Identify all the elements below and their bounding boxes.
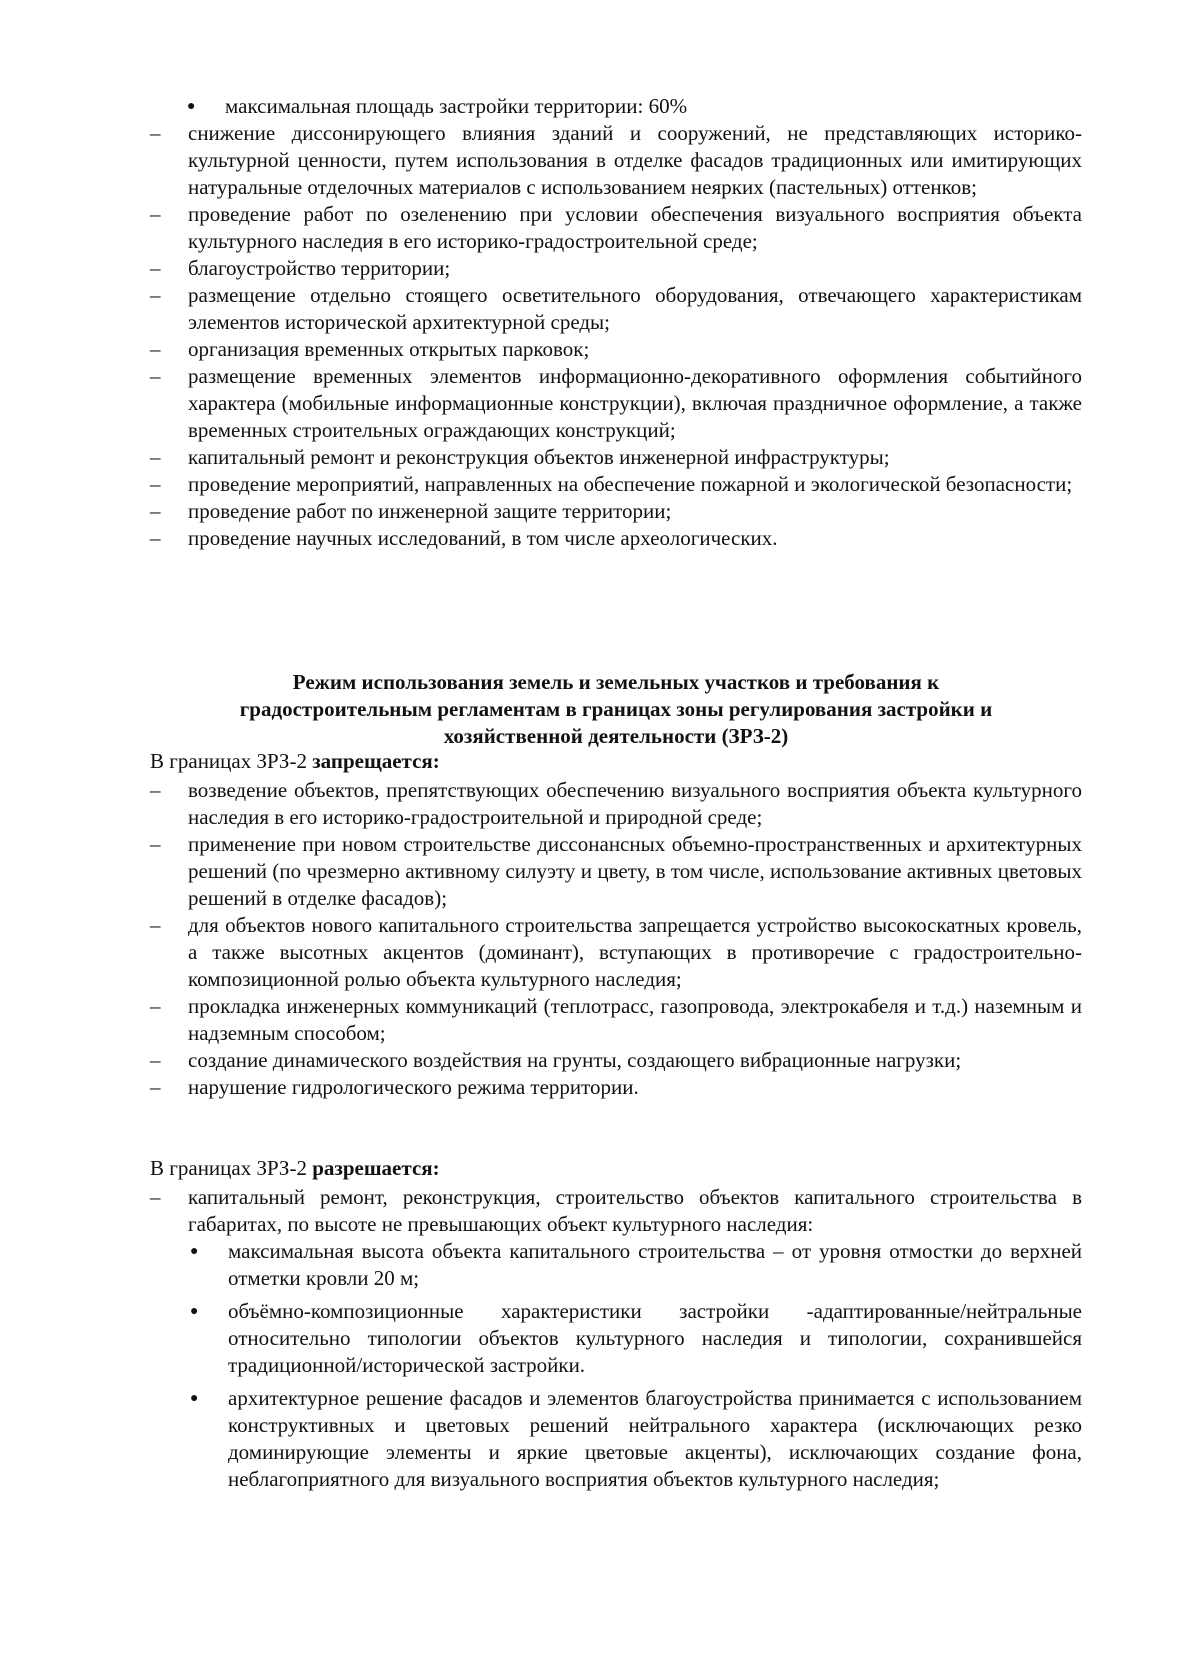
list-item-text: капитальный ремонт, реконструкция, строительство объектов капитального строительства в габаритах, по высоте не превышающих объект культурного наследия: (188, 1185, 1082, 1236)
list-item (150, 336, 1082, 363)
heading-line: Режим использования земель и земельных участков и требования к (292, 670, 940, 694)
dash-marker: – (150, 472, 161, 496)
dash-list (150, 777, 1082, 1101)
heading-line: градостроительным регламентам в границах зоны регулирования застройки и (239, 697, 993, 721)
list-item (150, 993, 1082, 1047)
dash-marker: – (150, 1185, 161, 1209)
bullet-marker: ● (190, 1304, 199, 1319)
list-item-text: для объектов нового капитального строительства запрещается устройство высокоскатных кровель, а также высотных акцентов (доминант), вступающих в противоречие с градостроительно-композиционной ролью объекта культурного наследия; (188, 913, 1082, 991)
dash-list (150, 1184, 1082, 1238)
list-item (150, 471, 1082, 498)
prohibited-intro (150, 748, 1082, 775)
list-item-text: архитектурное решение фасадов и элементов благоустройства принимается с использованием конструктивных и цветовых решений нейтрального характера (исключающих резко доминирующие элементы и яркие цветовые акценты), исключающих создание фона, неблагоприятного для визуального восприятия объектов культурного наследия; (228, 1386, 1082, 1491)
list-item (150, 1184, 1082, 1238)
allowed-list (150, 1184, 1082, 1499)
list-item (150, 525, 1082, 552)
allowed-works-list-continued (150, 93, 1082, 552)
list-item-text: размещение отдельно стоящего осветительного оборудования, отвечающего характеристикам элементов исторической архитектурной среды; (188, 283, 1082, 334)
list-item (150, 777, 1082, 831)
intro-bold-text: разрешается: (312, 1156, 440, 1180)
bullet-list (188, 1238, 1082, 1493)
list-item-text: капитальный ремонт и реконструкция объектов инженерной инфраструктуры; (188, 445, 890, 469)
intro-bold-text: запрещается: (312, 749, 440, 773)
list-item-text: организация временных открытых парковок; (188, 337, 590, 361)
dash-marker: – (150, 1048, 161, 1072)
dash-marker: – (150, 121, 161, 145)
list-item-text: снижение диссонирующего влияния зданий и сооружений, не представляющих историко-культурной ценности, путем использования в отделке фасадов традиционных или имитирующих натуральные отделочных материалов с использованием неярких (пастельных) оттенков; (188, 121, 1082, 199)
list-item-text: максимальная площадь застройки территории: 60% (225, 94, 688, 118)
list-item (150, 498, 1082, 525)
dash-marker: – (150, 832, 161, 856)
bullet-marker: ● (187, 99, 196, 114)
dash-marker: – (150, 913, 161, 937)
dash-marker: – (150, 994, 161, 1018)
allowed-intro (150, 1155, 1082, 1182)
list-item (150, 282, 1082, 336)
list-item-text: объёмно-композиционные характеристики застройки -адаптированные/нейтральные относительно типологии объектов культурного наследия и типологии, сохранившейся традиционной/исторической застройки. (228, 1299, 1082, 1377)
list-item-text: размещение временных элементов информационно-декоративного оформления событийного характера (мобильные информационные конструкции), включая праздничное оформление, а также временных строительных ограждающих конструкций; (188, 364, 1082, 442)
list-item-text: проведение работ по озеленению при условии обеспечения визуального восприятия объекта культурного наследия в его историко-градостроительной среде; (188, 202, 1082, 253)
dash-marker: – (150, 526, 161, 550)
list-item-text: благоустройство территории; (188, 256, 451, 280)
list-item (150, 1047, 1082, 1074)
dash-marker: – (150, 337, 161, 361)
bullet-marker: ● (190, 1391, 199, 1406)
list-item (150, 255, 1082, 282)
prohibited-list (150, 777, 1082, 1101)
dash-marker: – (150, 778, 161, 802)
dash-marker: – (150, 1075, 161, 1099)
dash-marker: – (150, 256, 161, 280)
list-item-text: проведение научных исследований, в том числе археологических. (188, 526, 778, 550)
dash-marker: – (150, 283, 161, 307)
list-item-text: проведение мероприятий, направленных на обеспечение пожарной и экологической безопасности; (188, 472, 1073, 496)
intro-text: В границах ЗРЗ-2 (150, 749, 313, 773)
dash-marker: – (150, 202, 161, 226)
list-item (150, 120, 1082, 201)
list-item-text: проведение работ по инженерной защите территории; (188, 499, 672, 523)
list-item (150, 912, 1082, 993)
list-item-text: прокладка инженерных коммуникаций (теплотрасс, газопровода, электрокабеля и т.д.) наземным и надземным способом; (188, 994, 1082, 1045)
list-item (188, 1238, 1082, 1292)
bullet-marker: ● (190, 1244, 199, 1259)
heading-line: хозяйственной деятельности (ЗРЗ-2) (443, 724, 789, 748)
list-item (188, 1298, 1082, 1379)
list-item-max-area (185, 93, 1082, 120)
list-item (188, 1385, 1082, 1493)
list-item (150, 831, 1082, 912)
list-item-text: применение при новом строительстве диссонансных объемно-пространственных и архитектурных решений (по чрезмерно активному силуэту и цвету, в том числе, использование активных цветовых решений в отделке фасадов); (188, 832, 1082, 910)
dash-marker: – (150, 364, 161, 388)
dash-marker: – (150, 445, 161, 469)
dash-list (150, 120, 1082, 552)
section-heading (150, 669, 1082, 750)
list-item-text: максимальная высота объекта капитального строительства – от уровня отмостки до верхней отметки кровли 20 м; (228, 1239, 1082, 1290)
list-item (150, 1074, 1082, 1101)
list-item (150, 444, 1082, 471)
list-item-text: нарушение гидрологического режима территории. (188, 1075, 639, 1099)
intro-text: В границах ЗРЗ-2 (150, 1156, 313, 1180)
dash-marker: – (150, 499, 161, 523)
list-item-text: создание динамического воздействия на грунты, создающего вибрационные нагрузки; (188, 1048, 962, 1072)
list-item-text: возведение объектов, препятствующих обеспечению визуального восприятия объекта культурного наследия в его историко-градостроительной и природной среде; (188, 778, 1082, 829)
list-item (150, 201, 1082, 255)
list-item (150, 363, 1082, 444)
